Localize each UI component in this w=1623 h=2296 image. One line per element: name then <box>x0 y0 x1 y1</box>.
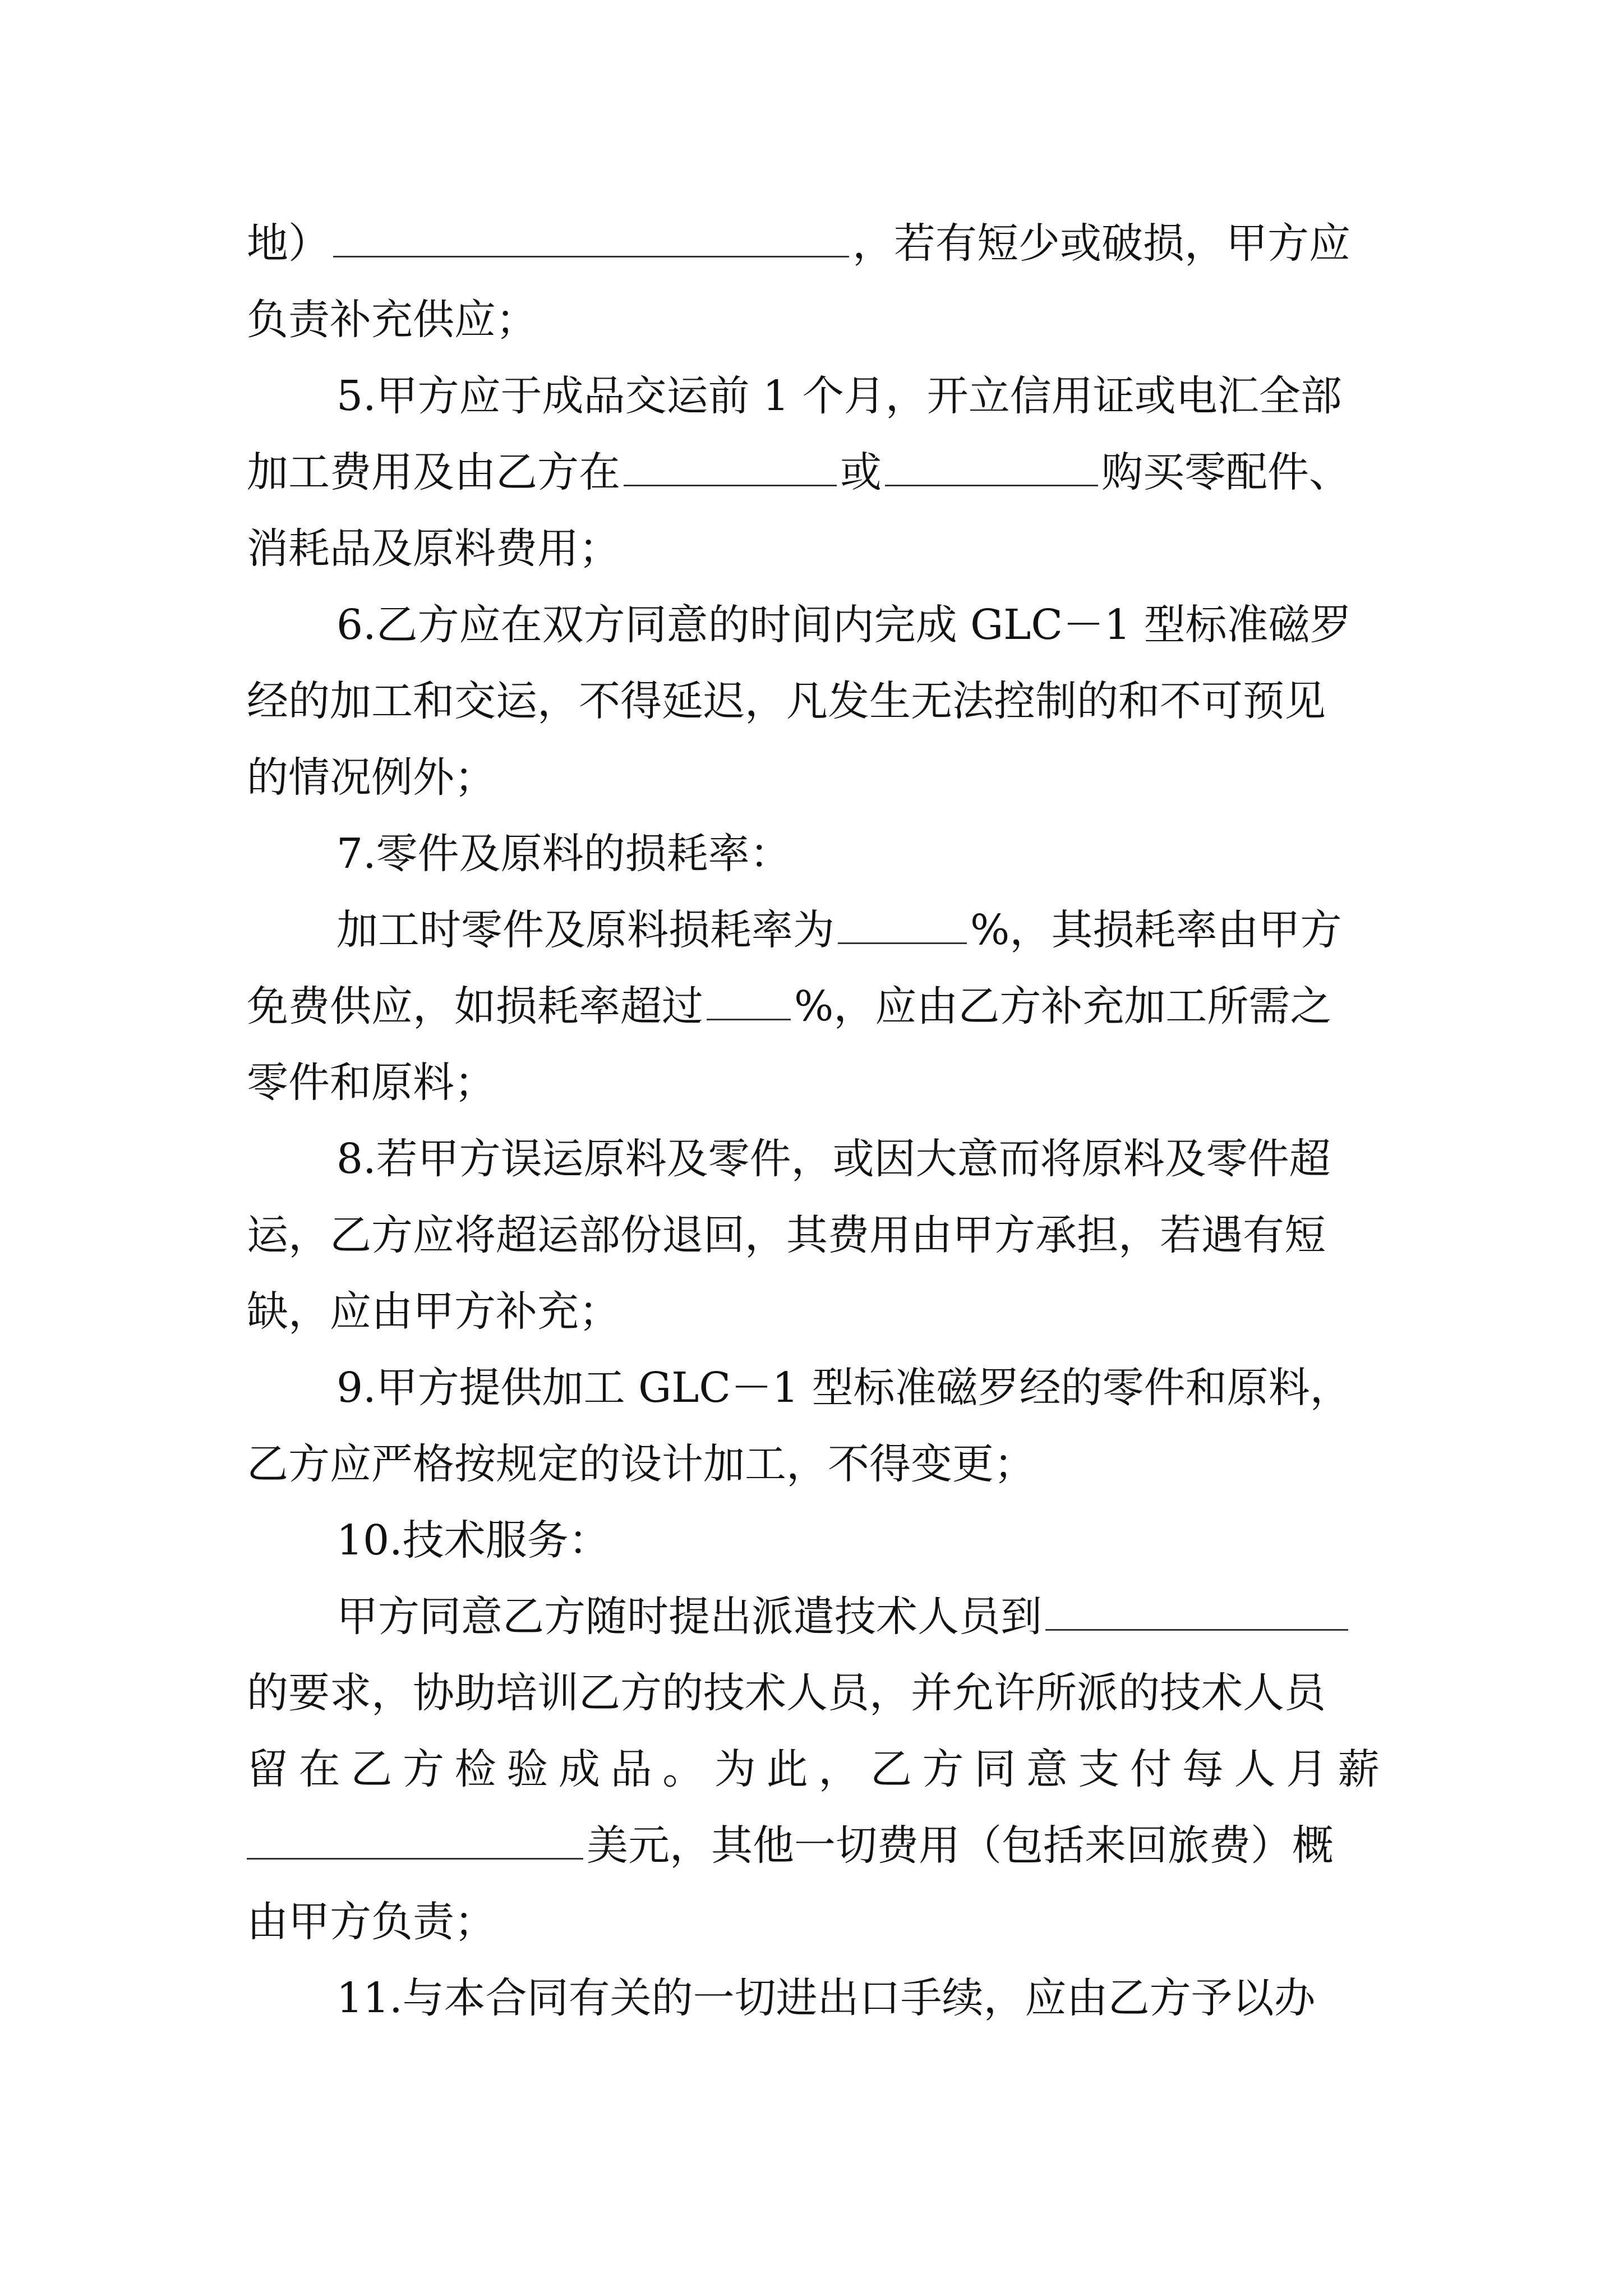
char: 品 <box>610 1745 652 1793</box>
char: 人 <box>1234 1745 1276 1793</box>
fill-in-blank[interactable] <box>624 445 837 486</box>
fill-in-blank[interactable] <box>885 445 1098 486</box>
text-segment: 美元，其他一切费用（包括来回旅费）概 <box>587 1821 1334 1870</box>
char: 同 <box>974 1745 1016 1793</box>
char: 。 <box>662 1745 704 1793</box>
text-line <box>247 204 1380 283</box>
char: 为 <box>714 1745 756 1793</box>
char: 检 <box>454 1745 496 1793</box>
text-line <box>336 1577 1380 1656</box>
fill-in-blank[interactable] <box>247 1819 583 1860</box>
text-segment: 甲方同意乙方随时提出派遣技术人员到 <box>336 1593 1042 1641</box>
char: 验 <box>506 1745 548 1793</box>
clause-line: 10.技术服务： <box>336 1516 610 1565</box>
char: 方 <box>402 1745 444 1793</box>
justified-text-line <box>247 1730 1380 1809</box>
text-segment: 地） <box>247 219 330 268</box>
text-line: 消耗品及原料费用； <box>247 524 620 573</box>
fill-in-blank[interactable] <box>333 217 849 257</box>
text-line: 缺，应由甲方补充； <box>247 1287 620 1336</box>
clause-line: 9.甲方提供加工 GLC－1 型标准磁罗经的零件和原料， <box>336 1364 1352 1412</box>
text-line: 的要求，协助培训乙方的技术人员，并允许所派的技术人员 <box>247 1669 1326 1717</box>
char: 支 <box>1078 1745 1120 1793</box>
text-segment: %，其损耗率由甲方 <box>970 906 1342 954</box>
fill-in-blank[interactable] <box>707 979 791 1020</box>
text-line <box>247 1806 1380 1885</box>
char: 方 <box>922 1745 964 1793</box>
clause-line: 5.甲方应于成品交运前 1 个月，开立信用证或电汇全部 <box>336 372 1342 420</box>
text-segment: ，若有短少或破损，甲方应 <box>852 219 1350 268</box>
clause-line: 6.乙方应在双方同意的时间内完成 GLC－1 型标准磁罗 <box>336 601 1352 649</box>
text-segment: %，应由乙方补充加工所需之 <box>794 982 1332 1030</box>
text-segment: 免费供应，如损耗率超过 <box>247 982 703 1030</box>
clause-line: 7.零件及原料的损耗率： <box>336 830 791 878</box>
text-segment: 或 <box>840 448 882 496</box>
char: 成 <box>558 1745 600 1793</box>
char: 每 <box>1182 1745 1224 1793</box>
fill-in-blank[interactable] <box>838 903 967 944</box>
text-line <box>336 891 1380 969</box>
text-line <box>247 433 1380 512</box>
char: 乙 <box>351 1745 393 1793</box>
char: 在 <box>298 1745 340 1793</box>
text-line: 运，乙方应将超运部份退回，其费用由甲方承担，若遇有短 <box>247 1211 1326 1259</box>
text-line: 乙方应严格按规定的设计加工，不得变更； <box>247 1440 1035 1488</box>
char: 付 <box>1130 1745 1172 1793</box>
text-segment: 购买零配件、 <box>1101 448 1350 496</box>
char: 薪 <box>1338 1745 1380 1793</box>
text-line: 负责补充供应； <box>247 296 537 344</box>
char: 月 <box>1286 1745 1328 1793</box>
text-line: 的情况例外； <box>247 753 496 802</box>
clause-line: 11.与本合同有关的一切进出口手续，应由乙方予以办 <box>336 1974 1316 2022</box>
char: ， <box>818 1745 860 1793</box>
char: 留 <box>247 1745 288 1793</box>
text-segment: 加工时零件及原料损耗率为 <box>336 906 834 954</box>
text-line: 零件和原料； <box>247 1059 496 1107</box>
clause-line: 8.若甲方误运原料及零件，或因大意而将原料及零件超 <box>336 1135 1331 1183</box>
char: 乙 <box>870 1745 912 1793</box>
text-line: 由甲方负责； <box>247 1898 496 1946</box>
char: 意 <box>1026 1745 1068 1793</box>
fill-in-blank[interactable] <box>1045 1590 1348 1631</box>
text-line <box>247 967 1380 1046</box>
char: 此 <box>766 1745 808 1793</box>
text-segment: 加工费用及由乙方在 <box>247 448 620 496</box>
text-line: 经的加工和交运，不得延迟，凡发生无法控制的和不可预见 <box>247 677 1326 725</box>
